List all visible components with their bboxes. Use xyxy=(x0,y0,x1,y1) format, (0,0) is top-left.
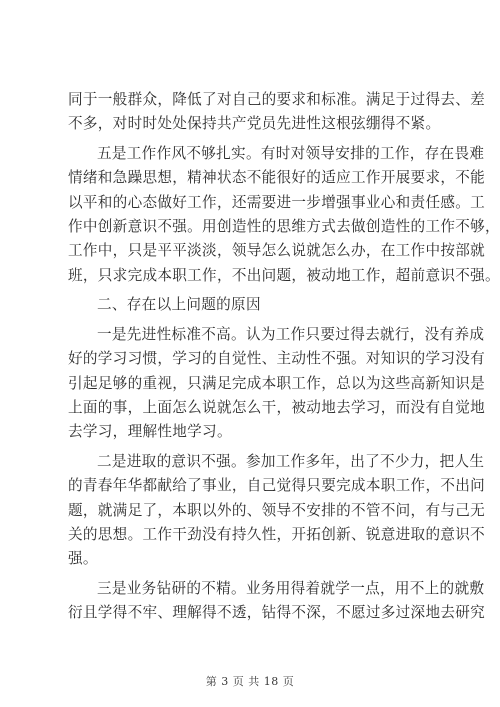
page-footer: 第 3 页 共 18 页 xyxy=(205,675,295,688)
text-line: 工作中，只是平平淡淡，领导怎么说就怎么办，在工作中按部就 xyxy=(68,242,486,260)
paragraph-start: 三是业务钻研的不精。业务用得着就学一点，用不上的就敷 xyxy=(97,580,485,598)
document-body xyxy=(68,88,500,626)
section-heading: 二、存在以上问题的原因 xyxy=(97,296,261,314)
text-line: 班，只求完成本职工作，不出问题，被动地工作，超前意识不强。 xyxy=(68,266,500,284)
text-line: 强。 xyxy=(68,550,98,568)
text-line: 好的学习习惯，学习的自觉性、主动性不强。对知识的学习没有 xyxy=(68,350,486,368)
text-line: 的青春年华都献给了事业，自己觉得只要完成本职工作，不出问 xyxy=(68,477,486,495)
text-line: 作中创新意识不强。用创造性的思维方式去做创造性的工作不够， xyxy=(68,217,500,235)
text-line: 上面的事，上面怎么说就怎么干，被动地去学习，而没有自觉地 xyxy=(68,399,486,417)
text-line: 衍且学得不牢、理解得不透，钻得不深，不愿过多过深地去研究 xyxy=(68,604,486,622)
text-line: 不多，对时时处处保持共产党员先进性这根弦绷得不紧。 xyxy=(68,115,441,133)
text-line: 以平和的心态做好工作，还需要进一步增强事业心和责任感。工 xyxy=(68,193,486,211)
text-line: 去学习，理解性地学习。 xyxy=(68,423,232,441)
paragraph-start: 一是先进性标准不高。认为工作只要过得去就行，没有养成 xyxy=(97,326,485,344)
text-line: 题，就满足了，本职以外的、领导不安排的不管不问，有与己无 xyxy=(68,501,486,519)
paragraph-start: 二是进取的意识不强。参加工作多年，出了不少力，把人生 xyxy=(97,453,485,471)
text-line: 引起足够的重视，只满足完成本职工作，总以为这些高新知识是 xyxy=(68,374,486,392)
paragraph-start: 五是工作作风不够扎实。有时对领导安排的工作，存在畏难 xyxy=(97,145,485,163)
text-line: 关的思想。工作干劲没有持久性，开拓创新、锐意进取的意识不 xyxy=(68,526,486,544)
text-line: 同于一般群众，降低了对自己的要求和标准。满足于过得去、差 xyxy=(68,91,486,108)
text-line: 情绪和急躁思想，精神状态不能很好的适应工作开展要求，不能 xyxy=(68,169,486,187)
